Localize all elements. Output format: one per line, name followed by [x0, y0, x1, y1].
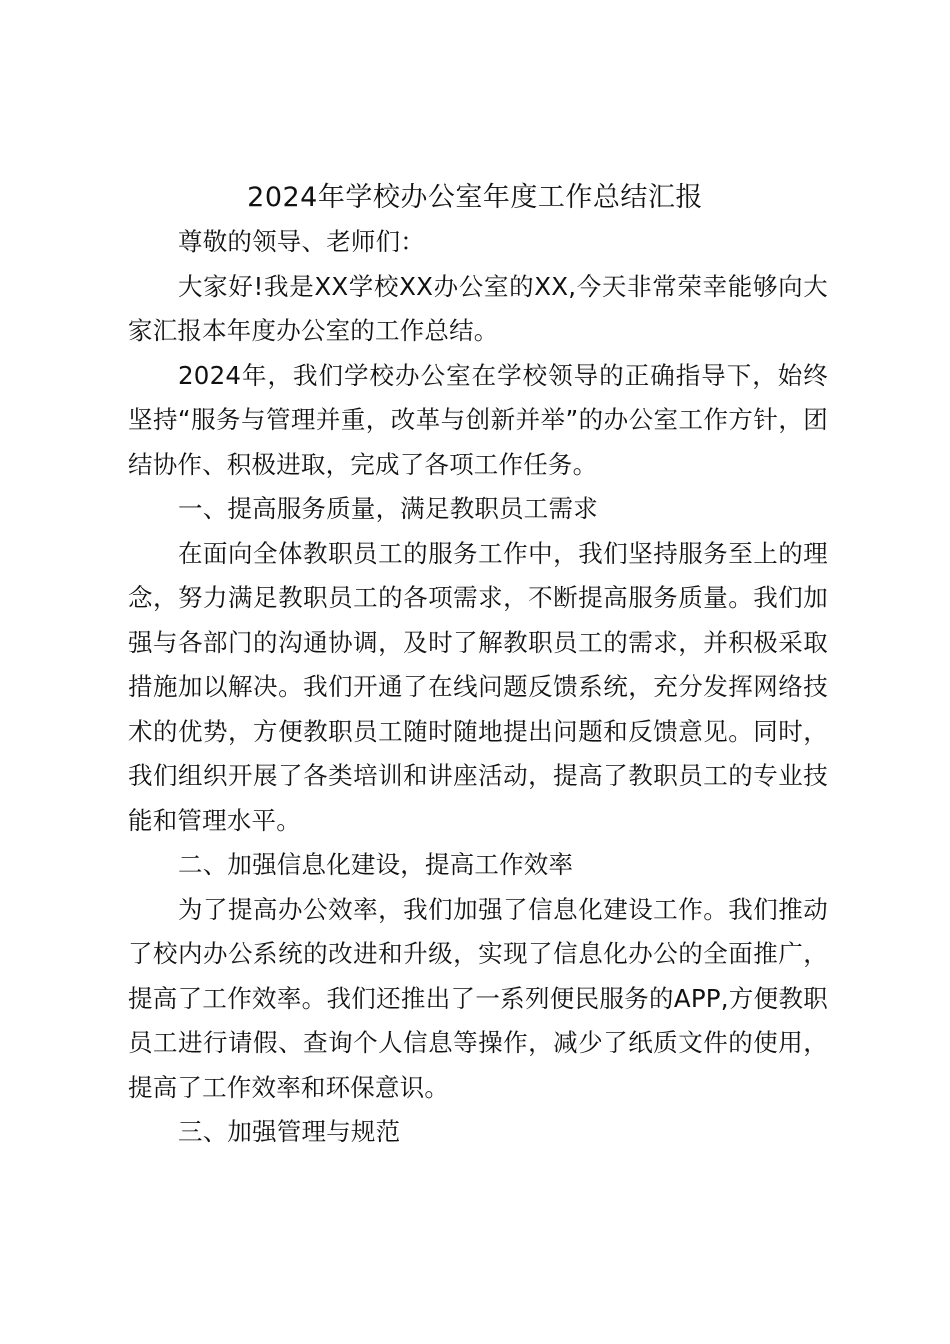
section-3-heading: 三、加强管理与规范	[178, 1117, 401, 1146]
intro-paragraph: 大家好!我是XX学校XX办公室的XX,今天非常荣幸能够向大家汇报本年度办公室的工作总结。	[128, 271, 828, 345]
section-1-heading: 一、提高服务质量，满足教职员工需求	[178, 494, 598, 523]
section-2-body: 为了提高办公效率，我们加强了信息化建设工作。我们推动了校内办公系统的改进和升级，实现了信息化办公的全面推广，提高了工作效率。我们还推出了一系列便民服务的APP,方便教职员工进行请假、查询个人信息等操作，减少了纸质文件的使用，提高了工作效率和环保意识。	[128, 894, 828, 1102]
section-2-heading: 二、加强信息化建设，提高工作效率	[178, 850, 574, 879]
overview-paragraph: 2024年，我们学校办公室在学校领导的正确指导下，始终坚持“服务与管理并重，改革与创新并举”的办公室工作方针，团结协作、积极进取，完成了各项工作任务。	[128, 360, 828, 479]
salutation: 尊敬的领导、老师们：	[178, 227, 425, 256]
section-1-body: 在面向全体教职员工的服务工作中，我们坚持服务至上的理念，努力满足教职员工的各项需求，不断提高服务质量。我们加强与各部门的沟通协调，及时了解教职员工的需求，并积极采取措施加以解决。我们开通了在线问题反馈系统，充分发挥网络技术的优势，方便教职员工随时随地提出问题和反馈意见。同时，我们组织开展了各类培训和讲座活动，提高了教职员工的专业技能和管理水平。	[128, 538, 828, 835]
document-body	[128, 220, 828, 1155]
document-title: 2024年学校办公室年度工作总结汇报	[247, 182, 703, 213]
